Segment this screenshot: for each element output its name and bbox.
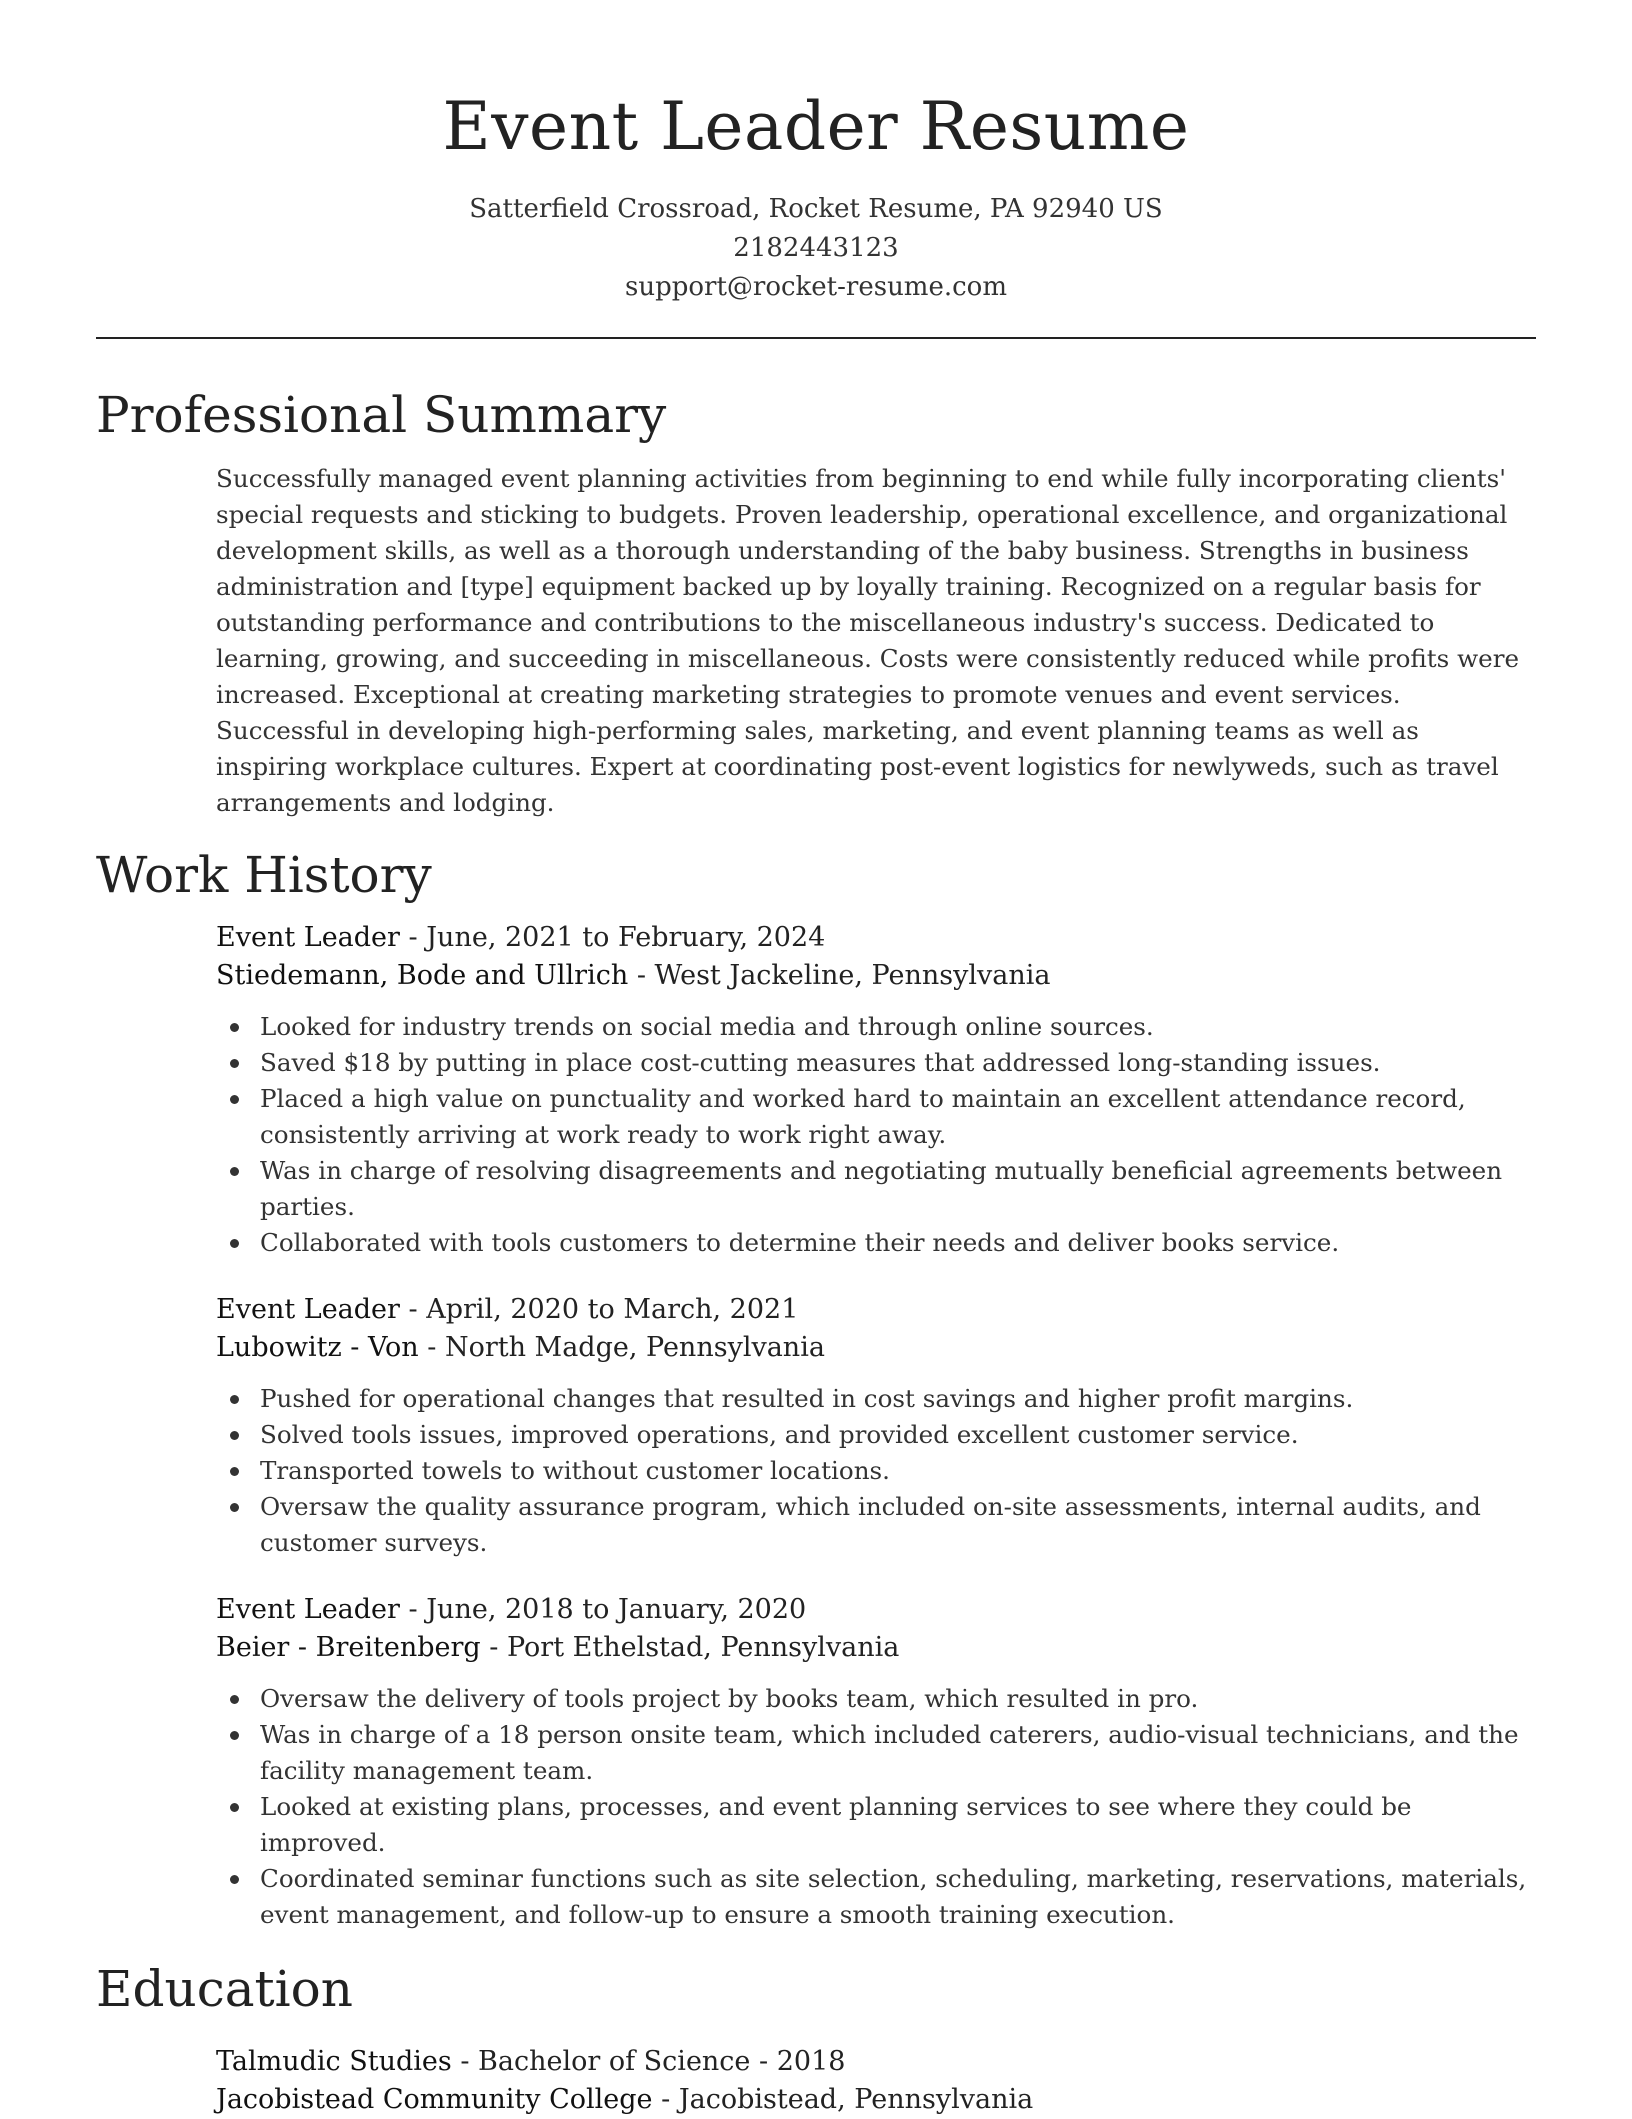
- education-degree: Bachelor of Science: [478, 2046, 751, 2077]
- work-history-list: [216, 919, 1536, 1933]
- education-field: Talmudic Studies: [216, 2046, 452, 2077]
- job-bullet: [216, 1381, 1536, 1417]
- job-bullet: [216, 1153, 1536, 1225]
- resume-title: Event Leader Resume: [442, 88, 1190, 165]
- job-bullet-text: Placed a high value on punctuality and worked hard to maintain an excellent attendance record, consistently arriving at work ready to work right away.: [260, 1084, 1466, 1149]
- contact-block: [96, 190, 1536, 307]
- bullet-dot-icon: [230, 1803, 239, 1812]
- job-title-line: [216, 919, 1536, 957]
- separator: -: [451, 2046, 479, 2077]
- job-location: West Jackeline, Pennsylvania: [654, 960, 1051, 991]
- job-bullet-text: Saved $18 by putting in place cost-cutting measures that addressed long-standing issues.: [260, 1048, 1381, 1077]
- job-dates: June, 2021 to February, 2024: [426, 922, 826, 953]
- education-entry: [216, 2043, 1536, 2119]
- job-bullet-text: Looked at existing plans, processes, and event planning services to see where they could be improved.: [260, 1792, 1412, 1857]
- bullet-dot-icon: [230, 1023, 239, 1032]
- job-bullet-text: Collaborated with tools customers to determine their needs and deliver books service.: [260, 1228, 1340, 1257]
- job-bullet-text: Coordinated seminar functions such as site selection, scheduling, marketing, reservations, materials, event management, and follow-up to ensure a smooth training execution.: [260, 1864, 1527, 1929]
- job-company-line: [216, 1629, 1536, 1667]
- job-bullet: [216, 1081, 1536, 1153]
- education-location: Jacobistead, Pennsylvania: [678, 2084, 1034, 2115]
- job-dates: June, 2018 to January, 2020: [426, 1594, 807, 1625]
- separator: -: [628, 960, 655, 991]
- job-entry: [216, 1591, 1536, 1933]
- job-bullet: [216, 1009, 1536, 1045]
- resume-page: [96, 0, 1536, 2119]
- bullet-dot-icon: [230, 1239, 239, 1248]
- contact-phone: 2182443123: [733, 233, 899, 263]
- education-year: 2018: [776, 2046, 846, 2077]
- section-title-summary: Professional Summary: [96, 386, 667, 444]
- job-title-line: [216, 1291, 1536, 1329]
- job-bullet-text: Was in charge of a 18 person onsite team, which included caterers, audio-visual technicians, and the facility management team.: [260, 1720, 1519, 1785]
- bullet-dot-icon: [230, 1467, 239, 1476]
- separator: -: [750, 2046, 777, 2077]
- job-bullet-text: Oversaw the quality assurance program, which included on-site assessments, internal audits, and customer surveys.: [260, 1492, 1481, 1557]
- job-title: Event Leader: [216, 1594, 400, 1625]
- contact-address: Satterfield Crossroad, Rocket Resume, PA 92940 US: [469, 194, 1163, 224]
- bullet-dot-icon: [230, 1431, 239, 1440]
- job-bullet: [216, 1717, 1536, 1789]
- job-bullet-text: Solved tools issues, improved operations, and provided excellent customer service.: [260, 1420, 1299, 1449]
- bullet-dot-icon: [230, 1167, 239, 1176]
- job-company: Lubowitz - Von: [216, 1332, 419, 1363]
- job-bullet: [216, 1225, 1536, 1261]
- education-degree-line: [216, 2043, 1536, 2081]
- section-title-work-history: Work History: [96, 846, 432, 904]
- contact-email: support@rocket-resume.com: [624, 272, 1007, 302]
- job-title: Event Leader: [216, 1294, 400, 1325]
- job-bullet-text: Was in charge of resolving disagreements and negotiating mutually beneficial agreements between parties.: [260, 1156, 1503, 1221]
- job-bullet: [216, 1417, 1536, 1453]
- job-company: Beier - Breitenberg: [216, 1632, 481, 1663]
- job-dates: April, 2020 to March, 2021: [426, 1294, 799, 1325]
- bullet-dot-icon: [230, 1731, 239, 1740]
- job-company-line: [216, 1329, 1536, 1367]
- job-location: North Madge, Pennsylvania: [444, 1332, 825, 1363]
- separator: -: [399, 922, 427, 953]
- job-bullet-text: Pushed for operational changes that resulted in cost savings and higher profit margins.: [260, 1384, 1354, 1413]
- section-title-education: Education: [96, 1960, 353, 2018]
- job-bullet-text: Looked for industry trends on social media and through online sources.: [260, 1012, 1154, 1041]
- bullet-dot-icon: [230, 1695, 239, 1704]
- separator: -: [399, 1294, 427, 1325]
- job-bullet: [216, 1861, 1536, 1933]
- job-title: Event Leader: [216, 922, 400, 953]
- job-bullet: [216, 1489, 1536, 1561]
- summary-text: Successfully managed event planning activities from beginning to end while fully incorporating clients' special requests and sticking to budgets. Proven leadership, operational excellence, and organizational development skills, as well as a thorough understanding of the baby business. Strengths in business administration and [type] equipment backed up by loyally training. Recognized on a regular basis for outstanding performance and contributions to the miscellaneous industry's success. Dedicated to learning, growing, and succeeding in miscellaneous. Costs were consistently reduced while profits were increased. Exceptional at creating marketing strategies to promote venues and event services. Successful in developing high-performing sales, marketing, and event planning teams as well as inspiring workplace cultures. Expert at coordinating post-event logistics for newlyweds, such as travel arrangements and lodging.: [216, 464, 1520, 817]
- education-school: Jacobistead Community College: [216, 2084, 653, 2115]
- job-location: Port Ethelstad, Pennsylvania: [506, 1632, 900, 1663]
- job-bullet-list: [216, 1381, 1536, 1561]
- job-company: Stiedemann, Bode and Ullrich: [216, 960, 629, 991]
- bullet-dot-icon: [230, 1059, 239, 1068]
- separator: -: [480, 1632, 507, 1663]
- separator: -: [652, 2084, 679, 2115]
- job-bullet: [216, 1453, 1536, 1489]
- job-bullet-text: Oversaw the delivery of tools project by books team, which resulted in pro.: [260, 1684, 1199, 1713]
- job-company-line: [216, 957, 1536, 995]
- job-entry: [216, 919, 1536, 1261]
- separator: -: [399, 1594, 427, 1625]
- job-bullet-list: [216, 1681, 1536, 1933]
- job-bullet: [216, 1045, 1536, 1081]
- job-bullet: [216, 1681, 1536, 1717]
- bullet-dot-icon: [230, 1095, 239, 1104]
- job-bullet-text: Transported towels to without customer locations.: [260, 1456, 890, 1485]
- education-school-line: [216, 2081, 1536, 2119]
- job-bullet-list: [216, 1009, 1536, 1261]
- job-title-line: [216, 1591, 1536, 1629]
- separator: -: [418, 1332, 445, 1363]
- job-bullet: [216, 1789, 1536, 1861]
- job-entry: [216, 1291, 1536, 1561]
- bullet-dot-icon: [230, 1503, 239, 1512]
- header-divider: [96, 337, 1536, 339]
- bullet-dot-icon: [230, 1875, 239, 1884]
- bullet-dot-icon: [230, 1395, 239, 1404]
